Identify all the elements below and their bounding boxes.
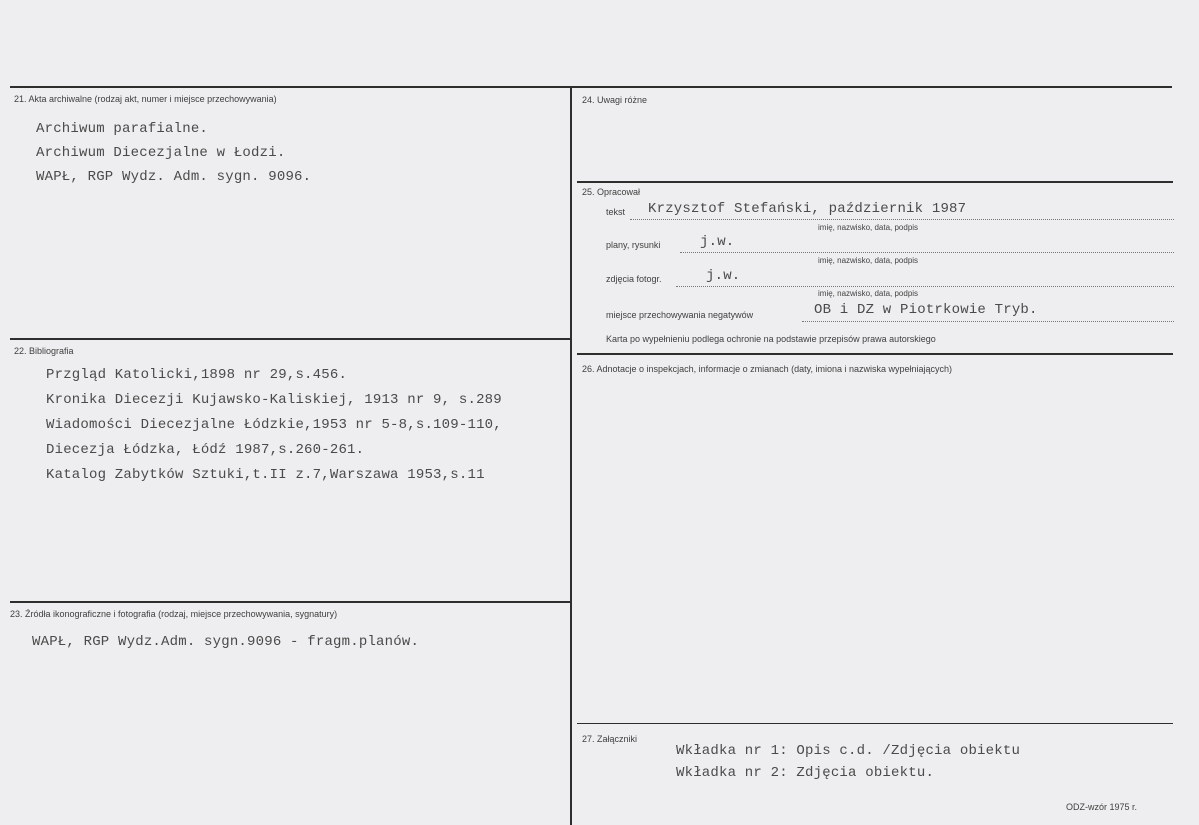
rule-left-22-23 [10, 601, 570, 603]
section-21-label: 21. Akta archiwalne (rodzaj akt, numer i miejsce przechowywania) [14, 94, 277, 104]
bibliography-line-2: Kronika Diecezji Kujawsko-Kaliskiej, 1913 nr 9, s.289 [46, 392, 502, 408]
section-25-label: 25. Opracował [582, 187, 641, 197]
section-23-label: 23. Źródła ikonograficzne i fotografia (rodzaj, miejsce przechowywania, sygnatury) [10, 609, 338, 619]
source-line-1: WAPŁ, RGP Wydz.Adm. sygn.9096 - fragm.planów. [32, 634, 420, 650]
plans-caption: imię, nazwisko, data, podpis [818, 256, 919, 265]
archive-line-1: Archiwum parafialne. [36, 121, 209, 137]
section-27-label: 27. Załączniki [582, 734, 638, 744]
rule-right-25-26 [577, 353, 1173, 355]
bibliography-line-5: Katalog Zabytków Sztuki,t.II z.7,Warszawa 1953,s.11 [46, 467, 485, 483]
attachment-line-2: Wkładka nr 2: Zdjęcia obiektu. [676, 765, 935, 781]
text-author-value: Krzysztof Stefański, październik 1987 [648, 201, 967, 217]
copyright-note: Karta po wypełnieniu podlega ochronie na podstawie przepisów prawa autorskiego [606, 334, 936, 344]
top-rule [10, 86, 1172, 88]
photos-field-line [676, 286, 1174, 287]
archive-line-2: Archiwum Diecezjalne w Łodzi. [36, 145, 286, 161]
negatives-value: OB i DZ w Piotrkowie Tryb. [814, 302, 1038, 318]
archive-line-3: WAPŁ, RGP Wydz. Adm. sygn. 9096. [36, 169, 312, 185]
vertical-divider [570, 86, 572, 825]
photos-value: j.w. [706, 268, 741, 284]
negatives-field-label: miejsce przechowywania negatywów [606, 310, 754, 320]
bibliography-line-3: Wiadomości Diecezjalne Łódzkie,1953 nr 5-8,s.109-110, [46, 417, 502, 433]
text-field-label: tekst [606, 207, 626, 217]
section-24-label: 24. Uwagi różne [582, 95, 648, 105]
plans-value: j.w. [700, 234, 735, 250]
rule-left-21-22 [10, 338, 570, 340]
form-identifier: ODZ-wzór 1975 r. [1066, 802, 1138, 812]
plans-field-label: plany, rysunki [606, 240, 661, 250]
attachment-line-1: Wkładka nr 1: Opis c.d. /Zdjęcia obiektu [676, 743, 1021, 759]
photos-field-label: zdjęcia fotogr. [606, 274, 662, 284]
text-caption: imię, nazwisko, data, podpis [818, 223, 919, 232]
bibliography-line-4: Diecezja Łódzka, Łódź 1987,s.260-261. [46, 442, 365, 458]
photos-caption: imię, nazwisko, data, podpis [818, 289, 919, 298]
rule-right-24-25 [577, 181, 1173, 183]
plans-field-line [680, 252, 1174, 253]
section-22-label: 22. Bibliografia [14, 346, 74, 356]
rule-right-26-27 [577, 723, 1173, 724]
text-field-line [630, 219, 1174, 220]
negatives-field-line [802, 321, 1174, 322]
bibliography-line-1: Przgląd Katolicki,1898 nr 29,s.456. [46, 367, 348, 383]
section-26-label: 26. Adnotacje o inspekcjach, informacje o zmianach (daty, imiona i nazwiska wypełniających) [582, 364, 953, 374]
